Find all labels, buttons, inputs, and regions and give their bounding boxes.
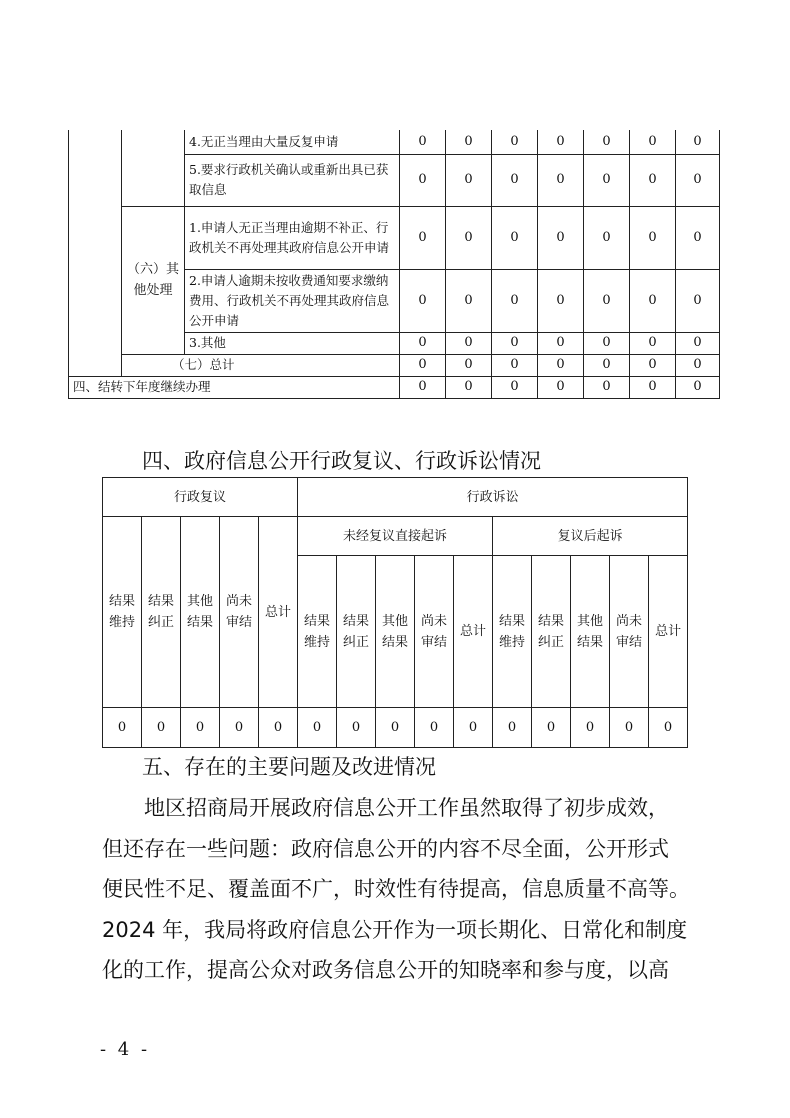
cell-value: 0 (181, 708, 220, 748)
cell-value: 0 (630, 354, 676, 376)
header-reconsideration: 行政复议 (103, 478, 298, 517)
table-row (69, 206, 720, 269)
cell-value: 0 (492, 376, 538, 398)
paragraph-line: 化的工作，提高公众对政务信息公开的知晓率和参与度，以高 (102, 958, 669, 982)
cell-value: 0 (584, 269, 630, 332)
section4-heading: 四、政府信息公开行政复议、行政诉讼情况 (142, 449, 541, 473)
cell-value: 0 (584, 130, 630, 154)
body-paragraph (102, 788, 692, 991)
paragraph-line: 但还存在一些问题：政府信息公开的内容不尽全面，公开形式 (102, 836, 669, 861)
cell-value: 0 (538, 206, 584, 269)
cell-value: 0 (298, 708, 337, 748)
row-label: 5.要求行政机关确认或重新出具已获取信息 (185, 154, 400, 206)
cell-value: 0 (676, 154, 720, 206)
cell-value: 0 (492, 206, 538, 269)
cell-value: 0 (446, 354, 492, 376)
cell-value: 0 (584, 332, 630, 354)
cell-value: 0 (630, 376, 676, 398)
cell-value: 0 (103, 708, 142, 748)
blank-cell (122, 130, 185, 206)
cell-value: 0 (446, 269, 492, 332)
col-header: 结果纠正 (142, 517, 181, 708)
cell-value: 0 (492, 332, 538, 354)
paragraph-line: 便民性不足、覆盖面不广，时效性有待提高，信息质量不高等。 (102, 877, 690, 901)
cell-value: 0 (630, 154, 676, 206)
col-header: 结果纠正 (532, 556, 571, 708)
cell-value: 0 (446, 376, 492, 398)
cell-value: 0 (584, 354, 630, 376)
cell-value: 0 (630, 206, 676, 269)
cell-value: 0 (492, 154, 538, 206)
cell-value: 0 (400, 130, 446, 154)
review-litigation-table (102, 477, 688, 748)
paragraph-line: 2024 年，我局将政府信息公开作为一项长期化、日常化和制度 (102, 917, 688, 942)
cell-value: 0 (400, 269, 446, 332)
col-header: 结果维持 (103, 517, 142, 708)
cell-value: 0 (446, 206, 492, 269)
cell-value: 0 (400, 154, 446, 206)
cell-value: 0 (492, 354, 538, 376)
row-label: （七）总计 (122, 354, 400, 376)
row-label: 4.无正当理由大量反复申请 (185, 130, 400, 154)
cell-value: 0 (584, 206, 630, 269)
cell-value: 0 (676, 354, 720, 376)
table-row (69, 376, 720, 398)
section5-heading: 五、存在的主要问题及改进情况 (142, 755, 436, 779)
cell-value: 0 (446, 332, 492, 354)
cell-value: 0 (400, 376, 446, 398)
cell-value: 0 (676, 376, 720, 398)
table-row (103, 478, 688, 517)
col-header: 总计 (454, 556, 493, 708)
cell-value: 0 (538, 130, 584, 154)
table-row (103, 708, 688, 748)
row-label: 3.其他 (185, 332, 400, 354)
cell-value: 0 (337, 708, 376, 748)
cell-value: 0 (538, 376, 584, 398)
header-after-reconsideration: 复议后起诉 (493, 517, 688, 556)
cell-value: 0 (454, 708, 493, 748)
row-label: 1.申请人无正当理由逾期不补正、行政机关不再处理其政府信息公开申请 (185, 206, 400, 269)
cell-value: 0 (446, 154, 492, 206)
cell-value: 0 (400, 206, 446, 269)
cell-value: 0 (571, 708, 610, 748)
cell-value: 0 (493, 708, 532, 748)
cell-value: 0 (538, 332, 584, 354)
col-header: 尚未审结 (220, 517, 259, 708)
cell-value: 0 (538, 269, 584, 332)
cell-value: 0 (630, 130, 676, 154)
col-header: 结果维持 (493, 556, 532, 708)
table-row (69, 354, 720, 376)
cell-value: 0 (259, 708, 298, 748)
group-label-other: （六）其他处理 (122, 206, 185, 354)
row-label: 2.申请人逾期未按收费通知要求缴纳费用、行政机关不再处理其政府信息公开申请 (185, 269, 400, 332)
col-header: 总计 (649, 556, 688, 708)
table-row (69, 130, 720, 154)
cell-value: 0 (400, 332, 446, 354)
col-header: 尚未审结 (610, 556, 649, 708)
cell-value: 0 (538, 354, 584, 376)
application-outcome-table (68, 130, 720, 399)
col-header: 总计 (259, 517, 298, 708)
cell-value: 0 (676, 206, 720, 269)
cell-value: 0 (446, 130, 492, 154)
cell-value: 0 (584, 154, 630, 206)
cell-value: 0 (676, 332, 720, 354)
cell-value: 0 (492, 269, 538, 332)
row-label: 四、结转下年度继续办理 (69, 376, 400, 398)
cell-value: 0 (532, 708, 571, 748)
header-litigation: 行政诉讼 (298, 478, 688, 517)
col-header: 尚未审结 (415, 556, 454, 708)
cell-value: 0 (415, 708, 454, 748)
header-direct-suit: 未经复议直接起诉 (298, 517, 493, 556)
blank-cell (69, 130, 122, 376)
paragraph-line: 地区招商局开展政府信息公开工作虽然取得了初步成效， (144, 796, 669, 820)
col-header: 其他结果 (181, 517, 220, 708)
col-header: 其他结果 (571, 556, 610, 708)
cell-value: 0 (676, 130, 720, 154)
cell-value: 0 (538, 154, 584, 206)
table-row (103, 517, 688, 556)
col-header: 其他结果 (376, 556, 415, 708)
cell-value: 0 (400, 354, 446, 376)
cell-value: 0 (610, 708, 649, 748)
cell-value: 0 (584, 376, 630, 398)
page-number: - 4 - (100, 1039, 151, 1060)
cell-value: 0 (676, 269, 720, 332)
cell-value: 0 (220, 708, 259, 748)
cell-value: 0 (376, 708, 415, 748)
col-header: 结果纠正 (337, 556, 376, 708)
cell-value: 0 (649, 708, 688, 748)
col-header: 结果维持 (298, 556, 337, 708)
cell-value: 0 (630, 269, 676, 332)
cell-value: 0 (630, 332, 676, 354)
cell-value: 0 (492, 130, 538, 154)
cell-value: 0 (142, 708, 181, 748)
